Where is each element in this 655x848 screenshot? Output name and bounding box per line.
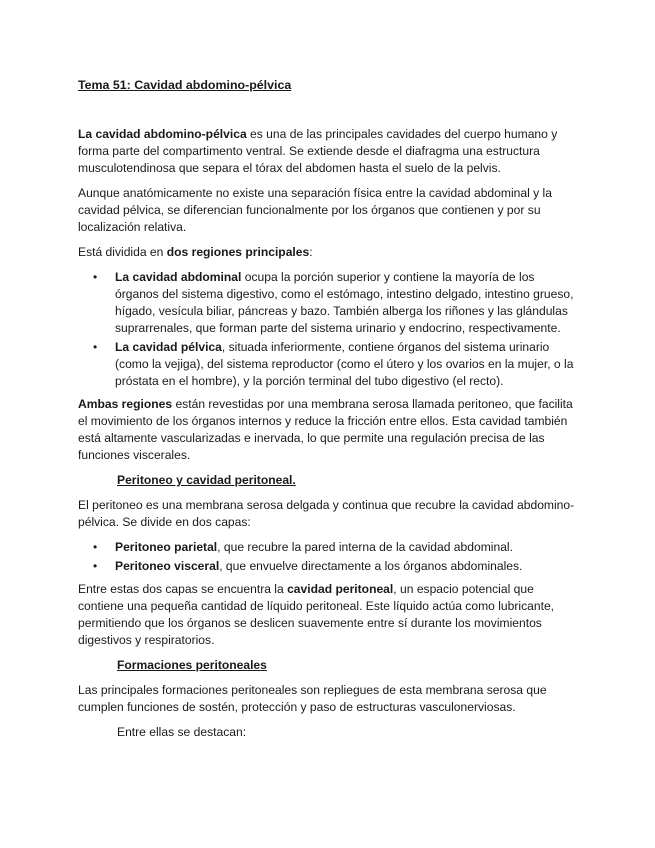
region-text: ocupa la porción superior y contiene la mayoría de los órganos del sistema digestivo, como el estómago, intestino delgado, intestino grueso, hígado, vesícula biliar, páncreas y bazo. También alberga los riñones y las glándulas suprarrenales, que forman parte del sistema urinario y endocrino, respectivamente. xyxy=(115,270,574,335)
bullet: • xyxy=(93,340,98,354)
formaciones-intro: Las principales formaciones peritoneales son repliegues de esta membrana serosa que cumplen funciones de sostén, protección y paso de estructuras vasculonerviosas. xyxy=(78,683,547,714)
bullet: • xyxy=(93,270,98,284)
list-item xyxy=(78,539,579,556)
cavity-after: , un espacio potencial que contiene una pequeña cantidad de líquido peritoneal. Este líquido actúa como lubricante, permitiendo que los órganos se deslicen suavemente entre sí durante los movimientos digestivos y respiratorios. xyxy=(78,582,555,647)
intro-paragraph xyxy=(78,126,579,177)
region-text: , situada inferiormente, contiene órganos del sistema urinario (como la vejiga), del sistema reproductor (como el útero y los ovarios en la mujer, o la próstata en el hombre), y la porción terminal del tubo digestivo (el recto). xyxy=(115,340,574,388)
ambas-bold: Ambas regiones xyxy=(78,397,173,411)
regions-intro-bold: dos regiones principales xyxy=(166,245,310,259)
ambas-paragraph xyxy=(78,396,579,464)
cavity-bold: cavidad peritoneal xyxy=(287,582,394,596)
cavity-before: Entre estas dos capas se encuentra la xyxy=(78,582,288,596)
bullet: • xyxy=(93,559,98,573)
layer-bold: Peritoneo visceral xyxy=(115,559,220,573)
formaciones-lead: Entre ellas se destacan: xyxy=(117,725,247,739)
layer-text: , que recubre la pared interna de la cavidad abdominal. xyxy=(217,540,513,554)
layer-bold: Peritoneo parietal xyxy=(115,540,218,554)
page-title: Tema 51: Cavidad abdomino-pélvica xyxy=(78,78,292,92)
list-item xyxy=(78,269,579,337)
cavity-paragraph xyxy=(78,581,579,649)
regions-list xyxy=(78,269,579,390)
intro-lead-bold: La cavidad abdomino-pélvica xyxy=(78,127,247,141)
region-bold: La cavidad pélvica xyxy=(115,340,222,354)
regions-intro xyxy=(78,244,579,261)
peritoneo-intro: El peritoneo es una membrana serosa delgada y continua que recubre la cavidad abdomino-pélvica. Se divide en dos capas: xyxy=(78,498,575,529)
intro-text: es una de las principales cavidades del cuerpo humano y forma parte del compartimento ventral. Se extiende desde el diafragma una estructura musculotendinosa que separa el tórax del abdomen hasta el suelo de la pelvis. xyxy=(78,127,558,175)
regions-intro-before: Está dividida en xyxy=(78,245,167,259)
anatomy-paragraph: Aunque anatómicamente no existe una separación física entre la cavidad abdominal y la cavidad pélvica, se diferencian funcionalmente por los órganos que contienen y por su localización relativa. xyxy=(78,186,552,234)
region-bold: La cavidad abdominal xyxy=(115,270,242,284)
ambas-text: están revestidas por una membrana serosa llamada peritoneo, que facilita el movimiento de los órganos internos y reduce la fricción entre ellos. Esta cavidad también está altamente vascularizadas e inervada, lo que permite una regulación precisa de las funciones viscerales. xyxy=(78,397,573,462)
layers-list xyxy=(78,539,579,575)
list-item xyxy=(78,339,579,390)
list-item xyxy=(78,558,579,575)
layer-text: , que envuelve directamente a los órganos abdominales. xyxy=(219,559,523,573)
section-heading-peritoneo: Peritoneo y cavidad peritoneal. xyxy=(117,473,296,487)
section-heading-formaciones: Formaciones peritoneales xyxy=(117,658,267,672)
regions-intro-after: : xyxy=(309,245,313,259)
bullet: • xyxy=(93,540,98,554)
